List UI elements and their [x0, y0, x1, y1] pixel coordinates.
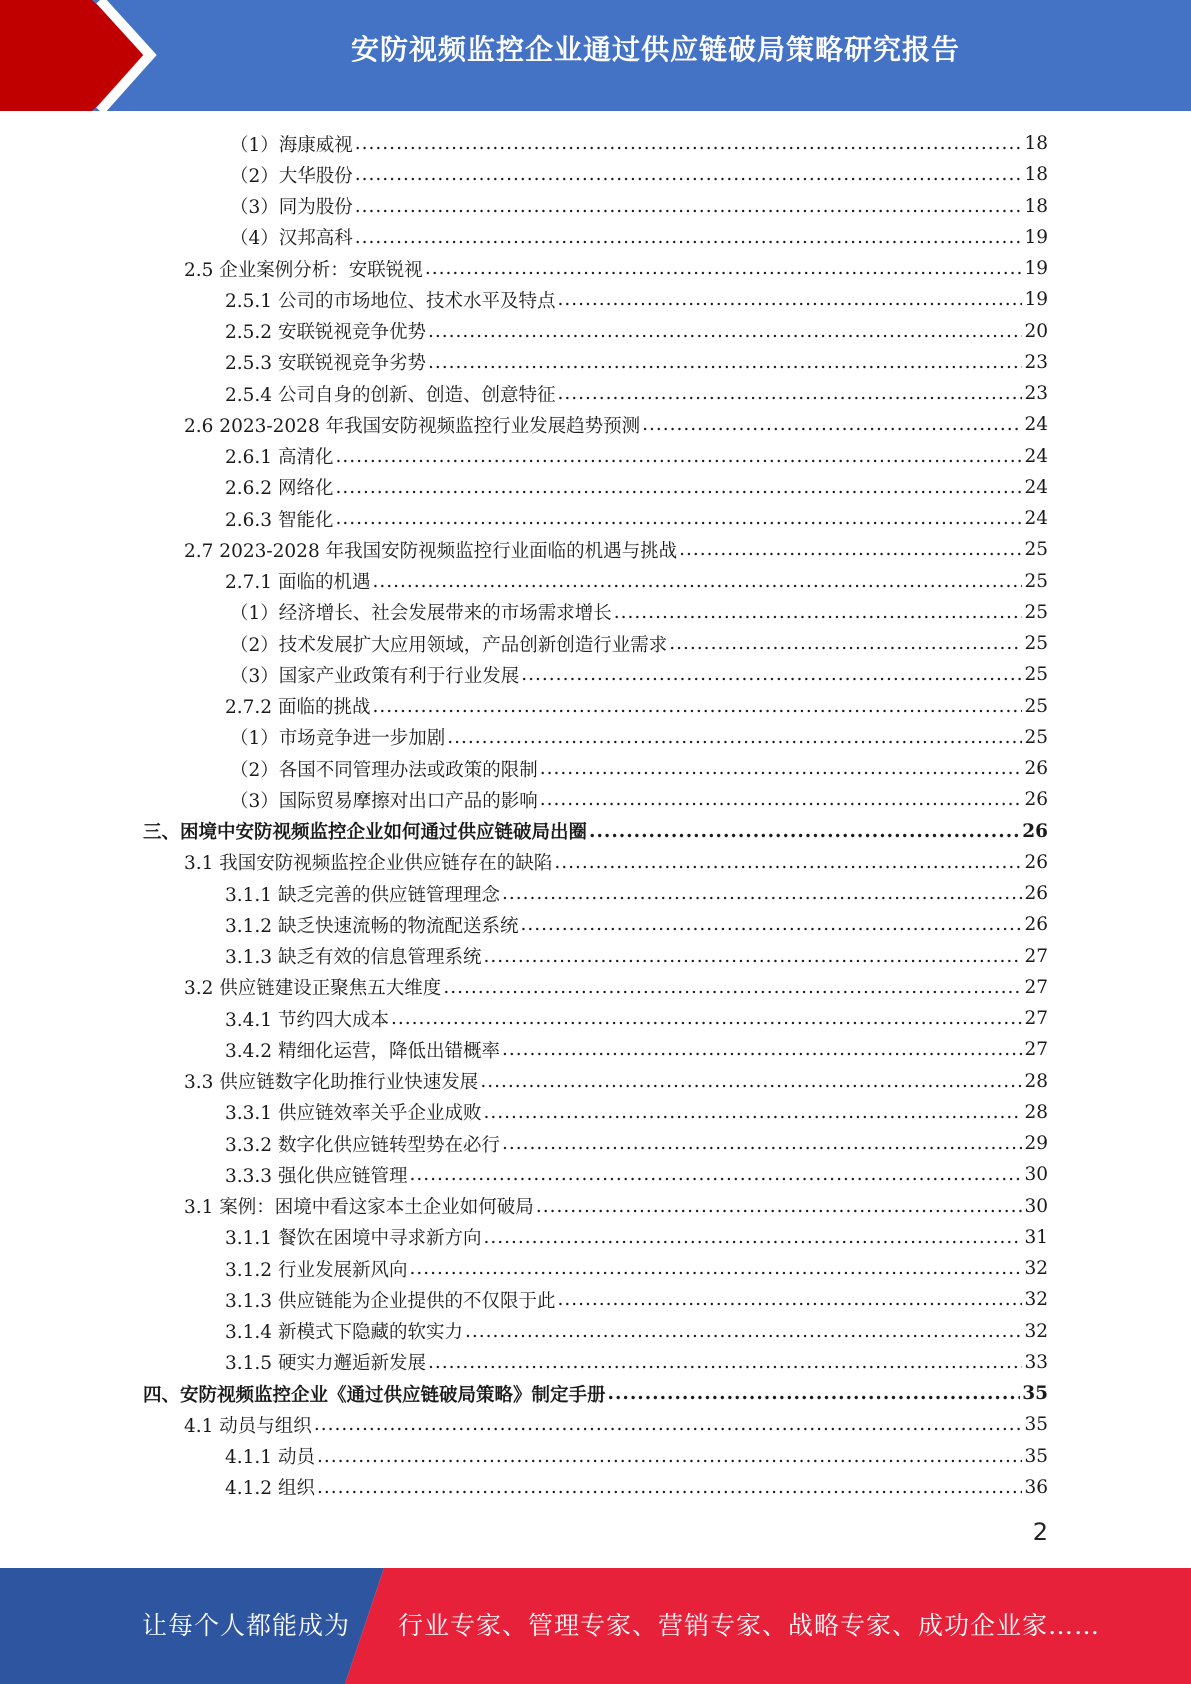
toc-entry-label: （4）汉邦高科: [230, 228, 353, 250]
toc-entry-page: 26: [1024, 914, 1048, 936]
toc-entry-label: 3.2 供应链建设正聚焦五大维度: [184, 978, 442, 1000]
toc-entry-page: 32: [1024, 1320, 1048, 1342]
toc-entry[interactable]: [0, 941, 1191, 972]
toc-entry-label: （3）国家产业政策有利于行业发展: [230, 665, 520, 687]
toc-leader-dots: [355, 164, 1023, 185]
toc-entry[interactable]: [0, 909, 1191, 940]
toc-leader-dots: [520, 914, 1022, 935]
toc-leader-dots: [314, 1414, 1023, 1435]
toc-entry-page: 27: [1024, 1008, 1048, 1030]
toc-entry-label: 2.6.2 网络化: [225, 478, 334, 500]
toc-entry-label: 2.5 企业案例分析：安联锐视: [184, 259, 423, 281]
toc-entry[interactable]: [0, 784, 1191, 815]
page-number: 2: [1032, 1518, 1048, 1546]
toc-entry-page: 31: [1024, 1226, 1048, 1248]
toc-entry[interactable]: [0, 753, 1191, 784]
toc-entry[interactable]: [0, 847, 1191, 878]
toc-entry-page: 26: [1022, 820, 1048, 842]
toc-entry-label: 3.1.3 供应链能为企业提供的不仅限于此: [225, 1290, 556, 1312]
toc-leader-dots: [355, 227, 1023, 248]
toc-entry[interactable]: [0, 441, 1191, 472]
toc-entry[interactable]: [0, 691, 1191, 722]
toc-leader-dots: [540, 758, 1023, 779]
toc-entry[interactable]: [0, 1284, 1191, 1315]
toc-entry[interactable]: [0, 159, 1191, 190]
table-of-contents: [0, 128, 1191, 1503]
toc-entry[interactable]: [0, 316, 1191, 347]
toc-leader-dots: [502, 1039, 1022, 1060]
toc-entry[interactable]: [0, 1347, 1191, 1378]
toc-leader-dots: [409, 1164, 1022, 1185]
toc-entry[interactable]: [0, 1253, 1191, 1284]
toc-entry[interactable]: [0, 191, 1191, 222]
toc-entry[interactable]: [0, 1034, 1191, 1065]
toc-leader-dots: [428, 352, 1022, 373]
toc-entry[interactable]: [0, 1409, 1191, 1440]
toc-leader-dots: [465, 1321, 1022, 1342]
toc-leader-dots: [480, 1071, 1022, 1092]
toc-entry-label: 2.6 2023-2028 年我国安防视频监控行业发展趋势预测: [184, 415, 641, 437]
toc-entry-page: 36: [1024, 1476, 1048, 1498]
toc-leader-dots: [642, 414, 1022, 435]
toc-entry-label: 3.1 我国安防视频监控企业供应链存在的缺陷: [184, 853, 553, 875]
toc-entry[interactable]: [0, 597, 1191, 628]
toc-entry[interactable]: [0, 347, 1191, 378]
toc-entry-label: 3.1.1 缺乏完善的供应链管理理念: [225, 884, 500, 906]
toc-entry-label: 3.3.3 强化供应链管理: [225, 1165, 408, 1187]
toc-entry-label: 2.7.2 面临的挑战: [225, 697, 371, 719]
toc-leader-dots: [679, 539, 1022, 560]
toc-entry-label: 2.7 2023-2028 年我国安防视频监控行业面临的机遇与挑战: [184, 540, 678, 562]
toc-entry[interactable]: [0, 1441, 1191, 1472]
toc-entry-page: 35: [1024, 1414, 1048, 1436]
toc-entry-label: 4.1.1 动员: [225, 1447, 315, 1469]
toc-entry[interactable]: [0, 222, 1191, 253]
toc-leader-dots: [335, 508, 1022, 529]
toc-entry-label: 2.5.3 安联锐视竞争劣势: [225, 353, 426, 375]
toc-entry-label: 3.1.2 缺乏快速流畅的物流配送系统: [225, 915, 519, 937]
toc-entry-label: 2.6.3 智能化: [225, 509, 334, 531]
toc-leader-dots: [447, 727, 1022, 748]
toc-entry[interactable]: [0, 972, 1191, 1003]
toc-entry-page: 33: [1024, 1351, 1048, 1373]
toc-entry-page: 19: [1024, 226, 1048, 248]
toc-entry-page: 24: [1024, 414, 1048, 436]
toc-entry-label: （2）大华股份: [230, 165, 353, 187]
toc-entry[interactable]: [0, 1003, 1191, 1034]
toc-entry-label: 3.3.1 供应链效率关乎企业成败: [225, 1103, 482, 1125]
page-header: [0, 0, 1191, 111]
toc-entry[interactable]: [0, 816, 1191, 847]
toc-entry[interactable]: [0, 878, 1191, 909]
toc-entry-label: 4.1 动员与组织: [184, 1415, 312, 1437]
toc-entry-page: 25: [1024, 570, 1048, 592]
toc-entry-label: （1）市场竞争进一步加剧: [230, 728, 446, 750]
toc-entry-page: 25: [1024, 726, 1048, 748]
toc-leader-dots: [483, 1102, 1022, 1123]
toc-entry[interactable]: [0, 503, 1191, 534]
toc-entry-page: 25: [1024, 695, 1048, 717]
toc-leader-dots: [483, 1227, 1022, 1248]
toc-entry-page: 18: [1024, 164, 1048, 186]
toc-entry-label: 3.4.2 精细化运营，降低出错概率: [225, 1040, 500, 1062]
toc-entry-label: 3.3.2 数字化供应链转型势在必行: [225, 1134, 500, 1156]
toc-leader-dots: [355, 133, 1023, 154]
toc-entry-page: 27: [1024, 1039, 1048, 1061]
toc-entry[interactable]: [0, 1066, 1191, 1097]
toc-entry-label: 4.1.2 组织: [225, 1478, 315, 1500]
toc-leader-dots: [608, 1383, 1021, 1404]
toc-leader-dots: [391, 1008, 1022, 1029]
toc-entry-label: 3.4.1 节约四大成本: [225, 1009, 389, 1031]
toc-entry-label: 3.1.4 新模式下隐藏的软实力: [225, 1322, 463, 1344]
toc-entry[interactable]: [0, 472, 1191, 503]
toc-entry-label: 3.1.1 餐饮在困境中寻求新方向: [225, 1228, 482, 1250]
toc-leader-dots: [502, 1133, 1022, 1154]
toc-entry-page: 25: [1024, 633, 1048, 655]
toc-entry-label: 2.5.1 公司的市场地位、技术水平及特点: [225, 290, 556, 312]
toc-leader-dots: [557, 289, 1022, 310]
toc-leader-dots: [502, 883, 1022, 904]
footer-slogan-right: 行业专家、管理专家、营销专家、战略专家、成功企业家……: [398, 1611, 1101, 1640]
toc-leader-dots: [521, 664, 1022, 685]
toc-leader-dots: [355, 196, 1023, 217]
toc-leader-dots: [557, 383, 1022, 404]
toc-leader-dots: [483, 946, 1022, 967]
toc-entry[interactable]: [0, 284, 1191, 315]
toc-entry[interactable]: [0, 378, 1191, 409]
toc-leader-dots: [372, 696, 1022, 717]
toc-entry-label: 3.1 案例：困境中看这家本土企业如何破局: [184, 1197, 534, 1219]
footer-slogan-left: 让每个人都能成为: [142, 1611, 351, 1640]
toc-leader-dots: [669, 633, 1022, 654]
toc-entry-label: 2.5.2 安联锐视竞争优势: [225, 322, 426, 344]
toc-entry[interactable]: [0, 659, 1191, 690]
toc-entry-page: 26: [1024, 851, 1048, 873]
toc-leader-dots: [317, 1477, 1023, 1498]
toc-entry[interactable]: [0, 566, 1191, 597]
toc-leader-dots: [409, 1258, 1022, 1279]
toc-entry-page: 27: [1024, 945, 1048, 967]
toc-entry-page: 19: [1024, 289, 1048, 311]
toc-entry[interactable]: [0, 253, 1191, 284]
toc-entry-page: 27: [1024, 976, 1048, 998]
toc-leader-dots: [335, 446, 1022, 467]
toc-entry-page: 25: [1024, 664, 1048, 686]
toc-leader-dots: [614, 602, 1023, 623]
toc-leader-dots: [540, 789, 1023, 810]
toc-entry-page: 20: [1024, 320, 1048, 342]
toc-entry-label: （3）同为股份: [230, 197, 353, 219]
toc-entry-label: （2）技术发展扩大应用领域，产品创新创造行业需求: [230, 634, 668, 656]
toc-entry-label: 3.1.3 缺乏有效的信息管理系统: [225, 947, 482, 969]
toc-leader-dots: [428, 321, 1022, 342]
toc-entry[interactable]: [0, 1097, 1191, 1128]
toc-entry-page: 28: [1024, 1101, 1048, 1123]
toc-entry-page: 32: [1024, 1289, 1048, 1311]
toc-leader-dots: [425, 258, 1023, 279]
toc-entry-page: 23: [1024, 383, 1048, 405]
toc-entry-page: 24: [1024, 476, 1048, 498]
toc-entry[interactable]: [0, 534, 1191, 565]
page-footer: [0, 1568, 1191, 1684]
toc-entry[interactable]: [0, 722, 1191, 753]
toc-leader-dots: [372, 571, 1022, 592]
toc-entry[interactable]: [0, 1472, 1191, 1503]
toc-leader-dots: [335, 477, 1022, 498]
toc-entry-label: 三、困境中安防视频监控企业如何通过供应链破局出圈: [143, 822, 588, 844]
toc-entry-page: 25: [1024, 539, 1048, 561]
toc-entry-label: （3）国际贸易摩擦对出口产品的影响: [230, 790, 538, 812]
toc-leader-dots: [443, 977, 1022, 998]
toc-entry-page: 30: [1024, 1164, 1048, 1186]
toc-entry[interactable]: [0, 1159, 1191, 1190]
toc-entry-page: 35: [1024, 1445, 1048, 1467]
toc-entry[interactable]: [0, 409, 1191, 440]
toc-leader-dots: [557, 1289, 1022, 1310]
toc-entry-label: 3.1.5 硬实力邂逅新发展: [225, 1353, 426, 1375]
toc-entry-page: 18: [1024, 133, 1048, 155]
report-title: 安防视频监控企业通过供应链破局策略研究报告: [350, 33, 960, 66]
toc-leader-dots: [589, 821, 1020, 842]
toc-entry-page: 24: [1024, 508, 1048, 530]
toc-entry[interactable]: [0, 628, 1191, 659]
toc-entry-page: 26: [1024, 883, 1048, 905]
toc-entry[interactable]: [0, 1191, 1191, 1222]
toc-entry-label: 2.5.4 公司自身的创新、创造、创意特征: [225, 384, 556, 406]
toc-entry-label: 四、安防视频监控企业《通过供应链破局策略》制定手册: [143, 1384, 606, 1406]
toc-entry[interactable]: [0, 1378, 1191, 1409]
toc-entry-page: 26: [1024, 789, 1048, 811]
toc-entry-page: 29: [1024, 1133, 1048, 1155]
toc-entry-page: 18: [1024, 195, 1048, 217]
toc-entry[interactable]: [0, 128, 1191, 159]
toc-entry-label: （1）经济增长、社会发展带来的市场需求增长: [230, 603, 612, 625]
toc-entry-page: 24: [1024, 445, 1048, 467]
toc-entry-label: （2）各国不同管理办法或政策的限制: [230, 759, 538, 781]
toc-leader-dots: [536, 1196, 1023, 1217]
toc-entry-label: 2.6.1 高清化: [225, 447, 334, 469]
toc-entry-page: 30: [1024, 1195, 1048, 1217]
toc-entry-page: 32: [1024, 1258, 1048, 1280]
toc-entry-label: 3.3 供应链数字化助推行业快速发展: [184, 1072, 479, 1094]
toc-entry-label: （1）海康威视: [230, 134, 353, 156]
toc-entry-page: 35: [1022, 1383, 1048, 1405]
toc-entry-label: 2.7.1 面临的机遇: [225, 572, 371, 594]
toc-entry-page: 25: [1024, 601, 1048, 623]
toc-entry-label: 3.1.2 行业发展新风向: [225, 1259, 408, 1281]
toc-entry[interactable]: [0, 1128, 1191, 1159]
toc-entry-page: 28: [1024, 1070, 1048, 1092]
toc-entry-page: 19: [1024, 258, 1048, 280]
toc-entry[interactable]: [0, 1316, 1191, 1347]
toc-entry-page: 26: [1024, 758, 1048, 780]
toc-leader-dots: [428, 1352, 1022, 1373]
toc-entry[interactable]: [0, 1222, 1191, 1253]
toc-leader-dots: [554, 852, 1022, 873]
toc-entry-page: 23: [1024, 351, 1048, 373]
toc-leader-dots: [317, 1446, 1023, 1467]
